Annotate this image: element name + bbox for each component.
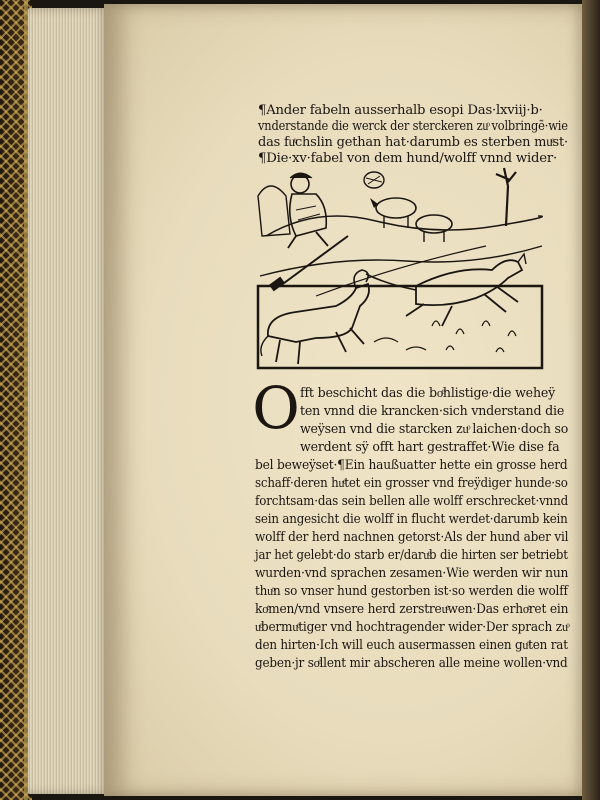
body-line-14: uͤbermuͤtiger vnd hochtragender wider·Der sprach zuͦ xyxy=(255,619,568,634)
body-line-1: fft beschicht das die boͤhlistige·die weheÿ xyxy=(300,385,556,400)
header-line-2: vnderstande die werck der sterckeren zuͦ volbringẽ·wie xyxy=(258,119,568,134)
body-line-5: bel beweÿset·¶Ein haußuatter hette ein grosse herd xyxy=(255,457,568,472)
body-line-15: den hirten·Ich will euch ausermassen einen guͦten rat xyxy=(255,637,568,652)
body-line-10: jar het gelebt·do starb er/daruͤb die hirten ser betriebt xyxy=(255,547,568,562)
body-line-7: forchtsam·das sein bellen alle wolff erschrecket·vnnd xyxy=(255,493,569,508)
body-line-3: weÿsen vnd die starcken zuͦ laichen·doch so xyxy=(300,421,569,436)
body-line-9: wolff der herd nachnen getorst·Als der hund aber vil xyxy=(255,529,569,544)
woodcut-illustration xyxy=(256,166,546,372)
facing-page-edge xyxy=(582,0,600,800)
header-line-3: das fuͤchslin gethan hat·darumb es sterben muͤst· xyxy=(258,135,568,150)
body-line-6: schaff·deren huͤtet ein grosser vnd freÿdiger hunde·so xyxy=(255,475,568,490)
body-line-4: werdent sÿ offt hart gestraffet·Wie dise fa xyxy=(300,439,560,454)
body-line-13: koͤmen/vnd vnsere herd zerstreuͤwen·Das erhoͤret ein xyxy=(255,601,569,616)
body-line-16: geben·jr soͤllent mir abscheren alle meine wollen·vnd xyxy=(255,655,568,670)
initial-letter-o xyxy=(252,376,300,440)
body-line-8: sein angesicht die wolff in flucht werdet·darumb kein xyxy=(255,511,568,526)
fable-title: ¶Die·xv·fabel von dem hund/wolff vnnd wider· xyxy=(258,151,557,166)
body-line-12: thuͦn so vnser hund gestorben ist·so werden die wolff xyxy=(255,583,568,598)
page-edges xyxy=(28,8,110,794)
initial-letter-text: O xyxy=(252,376,300,440)
header-line-1: ¶Ander fabeln ausserhalb esopi Das·lxviij·b· xyxy=(258,103,543,118)
body-line-11: wurden·vnd sprachen zesamen·Wie werden wir nun xyxy=(255,565,569,580)
body-line-2: ten vnnd die krancken·sich vnderstand die xyxy=(300,403,565,418)
